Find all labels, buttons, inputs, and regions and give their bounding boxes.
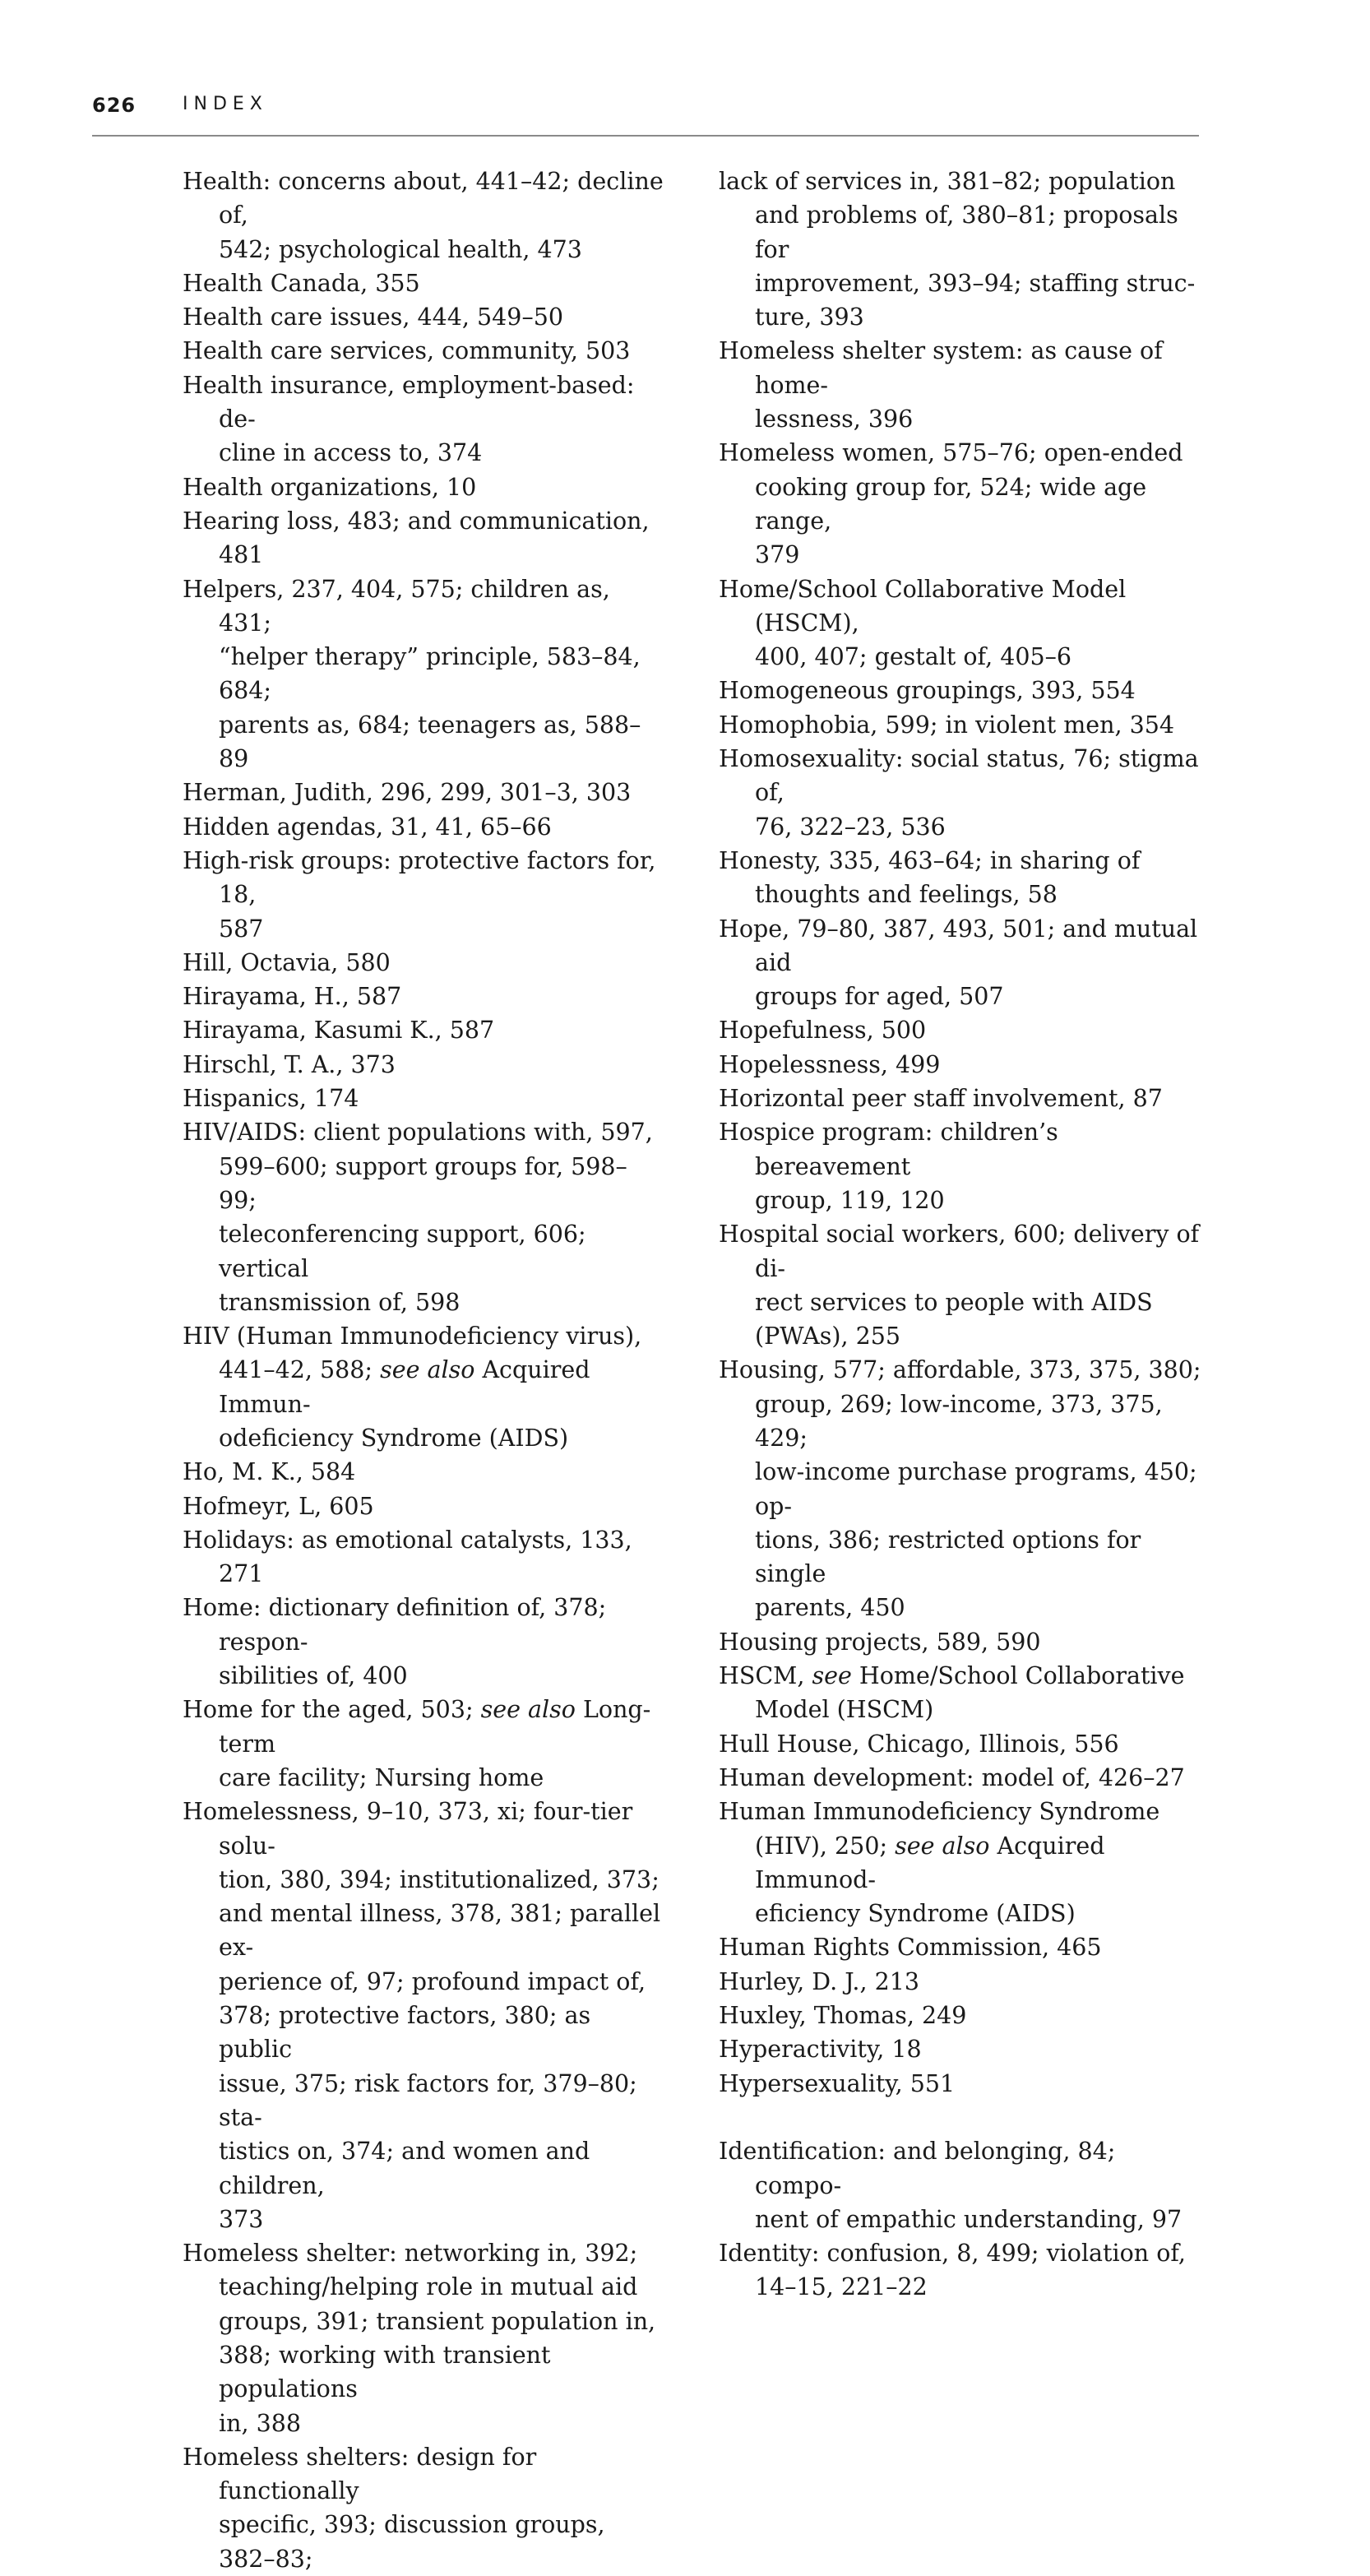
entry-text: Hirschl, T. A., 373 [183, 1050, 396, 1078]
index-column-left [183, 164, 664, 2576]
cross-reference-label: see also [480, 1696, 576, 1724]
cross-reference-label: see [812, 1662, 852, 1690]
entry-text: Ho, M. K., 584 [183, 1458, 356, 1486]
index-entry [183, 300, 664, 334]
index-entry [183, 1523, 664, 1591]
entry-text: Hospital social workers, 600; delivery of di- rect services to people with AIDS (PWAs), 255 [719, 1221, 1200, 1351]
entry-text: Hill, Octavia, 580 [183, 948, 391, 976]
entry-text: Homeless shelter system: as cause of home- lessness, 396 [719, 337, 1163, 433]
cross-reference-label: see also [380, 1356, 475, 1384]
entry-text: Health organizations, 10 [183, 473, 477, 501]
entry-text: Homeless shelter: networking in, 392; teaching/helping role in mutual aid groups, 391; transient population in, 388; working with transient populations in, 388 [183, 2240, 656, 2437]
index-entry [183, 368, 664, 470]
index-entry [183, 334, 664, 368]
index-entry [719, 742, 1209, 844]
entry-text: Horizontal peer staff involvement, 87 [719, 1085, 1163, 1113]
entry-text: Holidays: as emotional catalysts, 133, 271 [183, 1526, 632, 1588]
entry-text: Hirayama, H., 587 [183, 983, 402, 1011]
index-entry [183, 1795, 664, 2236]
index-entry [719, 708, 1209, 742]
index-entry [183, 266, 664, 300]
index-entry [719, 1930, 1209, 1964]
letter-group-gap [719, 2101, 1209, 2134]
index-entry [719, 2032, 1209, 2066]
index-entry [719, 2236, 1209, 2305]
index-entry [719, 1999, 1209, 2032]
index-entry [719, 1625, 1209, 1659]
index-entry [183, 504, 664, 572]
index-entry [719, 1795, 1209, 1930]
running-head [92, 94, 1199, 137]
cross-reference-target: Acquired Immunod- eficiency Syndrome (AIDS) [755, 1832, 1105, 1928]
index-entry [183, 1115, 664, 1319]
entry-text: Huxley, Thomas, 249 [719, 2002, 967, 2030]
entry-text: Homophobia, 599; in violent men, 354 [719, 711, 1174, 739]
entry-text: Health care issues, 444, 549–50 [183, 303, 563, 331]
entry-text: Hopelessness, 499 [719, 1050, 941, 1078]
entry-text: Home: dictionary definition of, 378; respon- sibilities of, 400 [183, 1594, 607, 1690]
index-entry [719, 1353, 1209, 1624]
entry-text: Hurley, D. J., 213 [719, 1967, 919, 1995]
index-entry [719, 1217, 1209, 1353]
index-entry [183, 946, 664, 980]
entry-text: lack of services in, 381–82; population and problems of, 380–81; proposals for improvement, 393–94; staffing struc- ture, 393 [719, 168, 1196, 331]
cross-reference-label: see also [895, 1832, 990, 1860]
index-entry [183, 2236, 664, 2440]
entry-text: Herman, Judith, 296, 299, 301–3, 303 [183, 779, 632, 807]
index-entry [183, 470, 664, 504]
index-entry [183, 1591, 664, 1693]
index-entry [719, 912, 1209, 1014]
index-entry [719, 1013, 1209, 1047]
index-entry [719, 844, 1209, 912]
entry-text: Hypersexuality, 551 [719, 2069, 956, 2097]
page-number: 626 [92, 94, 137, 117]
entry-text: Housing projects, 589, 590 [719, 1628, 1041, 1656]
entry-text: Hope, 79–80, 387, 493, 501; and mutual aid groups for aged, 507 [719, 915, 1198, 1011]
index-entry [719, 2067, 1209, 2101]
entry-text: Health Canada, 355 [183, 269, 420, 297]
index-entry [183, 164, 664, 266]
index-entry [183, 1490, 664, 1523]
entry-text: Home/School Collaborative Model (HSCM), 400, 407; gestalt of, 405–6 [719, 575, 1127, 671]
entry-text: HIV (Human Immunodeficiency virus), 441–42, 588; [183, 1323, 642, 1384]
index-entry [719, 2134, 1209, 2236]
entry-text: HIV/AIDS: client populations with, 597, 599–600; support groups for, 598–99; teleconferencing support, 606; vertical transmission of, 598 [183, 1119, 653, 1316]
index-entry [183, 1455, 664, 1489]
cross-reference-target: Home/School Collaborative Model (HSCM) [755, 1662, 1185, 1724]
index-entry [183, 776, 664, 809]
entry-text: Health care services, community, 503 [183, 337, 631, 365]
entry-text: Homelessness, 9–10, 373, xi; four-tier solu- tion, 380, 394; institutionalized, 373; and mental illness, 378, 381; parallel ex- perience of, 97; profound impact of, 378; protective factors, 380; as public issue, 375; risk factors for, 379–80; sta- tistics on, 374; and women and children, 373 [183, 1798, 661, 2233]
index-entry [719, 572, 1209, 674]
cross-reference-target: Acquired Immun- odeficiency Syndrome (AIDS) [219, 1356, 590, 1452]
entry-text: Hidden agendas, 31, 41, 65–66 [183, 813, 552, 841]
entry-text: Human development: model of, 426–27 [719, 1763, 1185, 1791]
entry-text: Hopefulness, 500 [719, 1017, 927, 1045]
index-entry [719, 1659, 1209, 1727]
entry-text: Homeless shelters: design for functionally specific, 393; discussion groups, 382–83; [183, 2443, 605, 2573]
index-entry [183, 1693, 664, 1795]
entry-text: Hyperactivity, 18 [719, 2036, 922, 2064]
entry-text: Health: concerns about, 441–42; decline of, 542; psychological health, 473 [183, 168, 664, 263]
index-entry [183, 572, 664, 776]
index-entry [183, 810, 664, 844]
index-entry [183, 1082, 664, 1115]
entry-text: Helpers, 237, 404, 575; children as, 431; “helper therapy” principle, 583–84, 684; parents as, 684; teenagers as, 588–89 [183, 575, 641, 773]
entry-text: Hispanics, 174 [183, 1085, 359, 1113]
index-entry [719, 1761, 1209, 1795]
entry-text: Identification: and belonging, 84; compo- nent of empathic understanding, 97 [719, 2138, 1183, 2233]
entry-text: Honesty, 335, 463–64; in sharing of thoughts and feelings, 58 [719, 846, 1141, 909]
index-entry [719, 1048, 1209, 1082]
index-entry [183, 1048, 664, 1082]
index-entry [719, 1727, 1209, 1761]
index-entry [183, 1319, 664, 1455]
entry-text: Health insurance, employment-based: de- cline in access to, 374 [183, 371, 635, 467]
index-entry-continued [719, 164, 1209, 334]
entry-text: Home for the aged, 503; [183, 1696, 481, 1724]
index-entry [719, 1115, 1209, 1217]
cross-reference-target: Long-term care facility; Nursing home [219, 1696, 651, 1791]
index-entry [183, 1013, 664, 1047]
entry-text: Human Rights Commission, 465 [719, 1934, 1102, 1962]
entry-text: Housing, 577; affordable, 373, 375, 380; group, 269; low-income, 373, 375, 429; low-income purchase programs, 450; op- tions, 386; restricted options for single parents, 450 [719, 1356, 1201, 1622]
entry-text: Homosexuality: social status, 76; stigma of, 76, 322–23, 536 [719, 745, 1199, 841]
index-entry [183, 2440, 664, 2576]
section-title: INDEX [183, 94, 268, 114]
entry-text: Hull House, Chicago, Illinois, 556 [719, 1730, 1119, 1758]
entry-text: High-risk groups: protective factors for, 18, 587 [183, 846, 656, 943]
index-entry [719, 674, 1209, 707]
entry-text: HSCM, [719, 1662, 812, 1690]
entry-text: Homogeneous groupings, 393, 554 [719, 677, 1136, 705]
index-entry [183, 980, 664, 1013]
index-entry [719, 334, 1209, 436]
entry-text: Human Immunodeficiency Syndrome (HIV), 250; [719, 1798, 1160, 1860]
index-entry [183, 844, 664, 946]
entry-text: Hirayama, Kasumi K., 587 [183, 1017, 495, 1045]
entry-text: Hearing loss, 483; and communication, 481 [183, 507, 650, 569]
index-column-right [719, 164, 1209, 2305]
entry-text: Hospice program: children’s bereavement group, 119, 120 [719, 1119, 1058, 1214]
index-entry [719, 1965, 1209, 1999]
index-entry [719, 436, 1209, 572]
entry-text: Homeless women, 575–76; open-ended cooking group for, 524; wide age range, 379 [719, 439, 1183, 569]
entry-text: Hofmeyr, L, 605 [183, 1492, 374, 1520]
entry-text: Identity: confusion, 8, 499; violation of, 14–15, 221–22 [719, 2240, 1186, 2301]
index-entry [719, 1082, 1209, 1115]
